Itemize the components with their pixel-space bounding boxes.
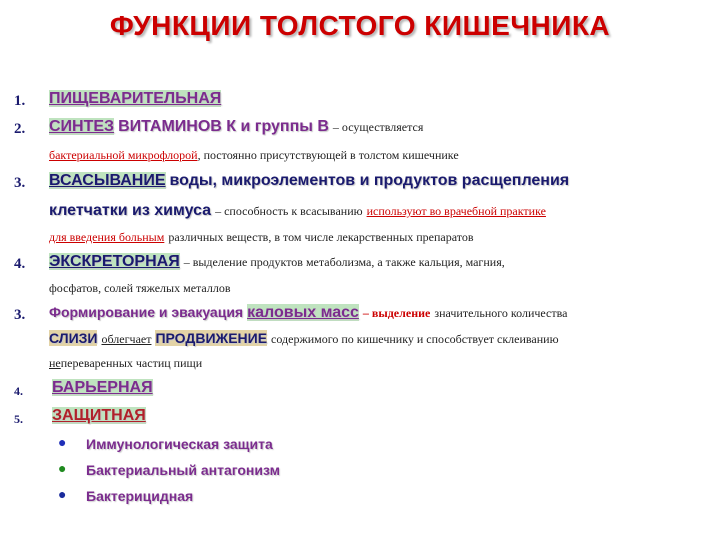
bullet-icon: ● <box>58 462 67 477</box>
item-text: – осуществляется <box>332 120 424 134</box>
bullet-icon: ● <box>58 436 67 451</box>
bullet-icon: ● <box>58 488 67 503</box>
item-keyword: ЭКСКРЕТОРНАЯ <box>49 253 180 270</box>
item-keyword-rest: воды, микроэлементов и продуктов расщепления <box>169 172 570 189</box>
item-text: – способность к всасыванию <box>215 204 363 218</box>
item-number: 1. <box>14 93 26 109</box>
item-text: фосфатов, солей тяжелых металлов <box>49 281 231 295</box>
item-number: 3. <box>14 307 26 323</box>
item-text: значительного количества <box>434 306 568 320</box>
item-keyword-rest: СЛИЗИ <box>49 330 98 346</box>
item-keyword: БАРЬЕРНАЯ <box>52 379 153 396</box>
item-text: , постоянно присутствующей в толстом кишечнике <box>197 148 459 162</box>
item-red-text: бактериальной микрофлорой <box>49 148 198 162</box>
item-text: – выделение продуктов метаболизма, а также кальция, магния, <box>183 255 505 269</box>
sub-list-text: Бактерицидная <box>86 488 194 504</box>
item-red-text: – выделение <box>362 306 431 320</box>
item-keyword: Формирование и эвакуация <box>49 304 244 320</box>
item-text: не <box>49 356 61 370</box>
item-number: 2. <box>14 121 26 137</box>
item-red-text: используют во врачебной практике <box>366 204 546 218</box>
item-keyword-rest: клетчатки из химуса <box>49 202 212 219</box>
item-number: 4. <box>14 384 23 398</box>
item-number: 3. <box>14 175 26 191</box>
item-keyword: ЗАЩИТНАЯ <box>52 407 146 424</box>
item-keyword: ПИЩЕВАРИТЕЛЬНАЯ <box>49 90 222 107</box>
slide-title: ФУНКЦИИ ТОЛСТОГО КИШЕЧНИКА <box>109 10 611 41</box>
item-text: переваренных частиц пищи <box>60 356 203 370</box>
item-text: различных веществ, в том числе лекарственных препаратов <box>168 230 474 244</box>
sub-list-text: Бактериальный антагонизм <box>86 462 280 478</box>
item-keyword: ВСАСЫВАНИЕ <box>49 172 166 189</box>
item-keyword: СИНТЕЗ <box>49 118 115 135</box>
item-keyword-rest: каловых масс <box>247 304 359 321</box>
sub-list-text: Иммунологическая защита <box>86 436 273 452</box>
item-number: 4. <box>14 256 26 272</box>
item-text: содержимого по кишечнику и способствует склеиванию <box>271 332 559 346</box>
item-number: 5. <box>14 412 23 426</box>
item-red-text: для введения больным <box>49 230 165 244</box>
item-keyword-rest: ПРОДВИЖЕНИЕ <box>155 330 268 346</box>
item-keyword-rest: ВИТАМИНОВ К и группы В <box>118 118 329 135</box>
item-text: облегчает <box>101 332 152 346</box>
